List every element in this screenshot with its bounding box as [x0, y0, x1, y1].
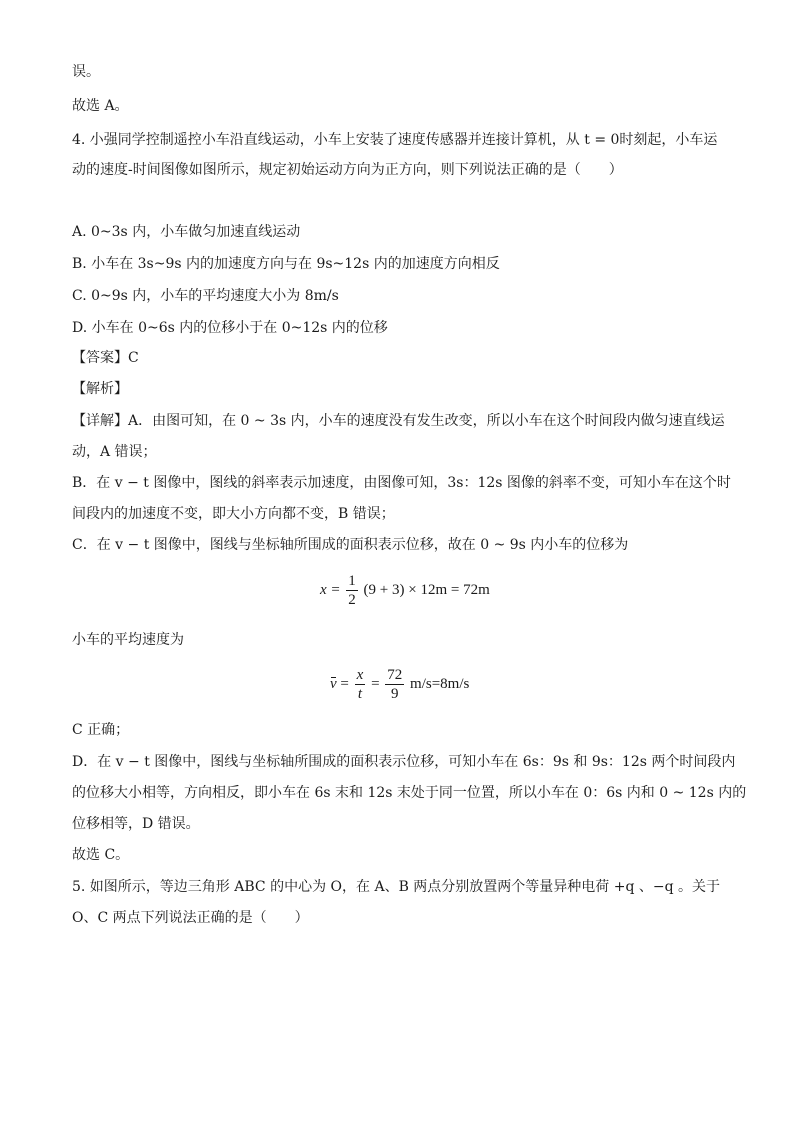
- question-4-stem: 动的速度-时间图像如图所示，规定初始运动方向为正方向，则下列说法正确的是（ ）: [72, 162, 623, 178]
- displacement-formula: [320, 572, 490, 609]
- formula-rhs: (9 + 3) × 12m = 72m: [363, 581, 490, 598]
- explanation-line: C 正确；: [72, 722, 130, 738]
- explanation-line: 间段内的加速度不变，即大小方向都不变，B 错误；: [72, 506, 395, 522]
- explanation-line: C．在 v − t 图像中，图线与坐标轴所围成的面积表示位移，故在 0 ~ 9s 内小车的位移为: [72, 537, 629, 553]
- formula-lhs: v: [330, 675, 337, 692]
- analysis-label: 【解析】: [72, 381, 128, 397]
- explanation-line: B．在 v − t 图像中，图线的斜率表示加速度，由图像可知，3s：12s 图像的斜率不变，可知小车在这个时: [72, 475, 731, 491]
- explanation-line: 位移相等，D 错误。: [72, 816, 200, 832]
- question-5-stem: 5. 如图所示，等边三角形 ABC 的中心为 O，在 A、B 两点分别放置两个等量异种电荷 +q 、−q 。关于: [72, 879, 721, 895]
- fraction: $\frac{x}{t}$: [356, 667, 364, 702]
- option-d: D. 小车在 0~6s 内的位移小于在 0~12s 内的位移: [72, 320, 388, 336]
- question-5-stem: O、C 两点下列说法正确的是（ ）: [72, 910, 309, 926]
- average-velocity-formula: v = $\frac{x}{t}$ = $\frac{72}{9}$ m/s=8m/s: [330, 667, 470, 702]
- formula-rhs: m/s=8m/s: [410, 675, 470, 692]
- text-line: 故选 A。: [72, 98, 129, 114]
- option-a: A. 0~3s 内，小车做匀加速直线运动: [72, 224, 301, 240]
- formula-lhs: x =: [320, 581, 341, 598]
- explanation-line: 小车的平均速度为: [72, 632, 184, 648]
- text-line: 误。: [72, 64, 100, 80]
- explanation-line: D．在 v − t 图像中，图线与坐标轴所围成的面积表示位移，可知小车在 6s：9s 和 9s：12s 两个时间段内: [72, 754, 736, 770]
- option-c: C. 0~9s 内，小车的平均速度大小为 8m/s: [72, 288, 339, 304]
- answer-label: 【答案】C: [72, 350, 139, 366]
- text-line: 故选 C。: [72, 847, 130, 863]
- explanation-line: 的位移大小相等，方向相反，即小车在 6s 末和 12s 末处于同一位置，所以小车在 0：6s 内和 0 ~ 12s 内的: [72, 785, 747, 801]
- explanation-line: 动，A 错误；: [72, 444, 157, 460]
- fraction: $\frac{1}{2}$: [348, 573, 356, 608]
- question-4-stem: 4. 小强同学控制遥控小车沿直线运动，小车上安装了速度传感器并连接计算机，从 t = 0时刻起，小车运: [72, 132, 718, 148]
- explanation-line: 【详解】A．由图可知，在 0 ~ 3s 内，小车的速度没有发生改变，所以小车在这个时间段内做匀速直线运: [72, 413, 725, 429]
- option-b: B. 小车在 3s~9s 内的加速度方向与在 9s~12s 内的加速度方向相反: [72, 256, 500, 272]
- fraction: $\frac{72}{9}$: [387, 667, 403, 702]
